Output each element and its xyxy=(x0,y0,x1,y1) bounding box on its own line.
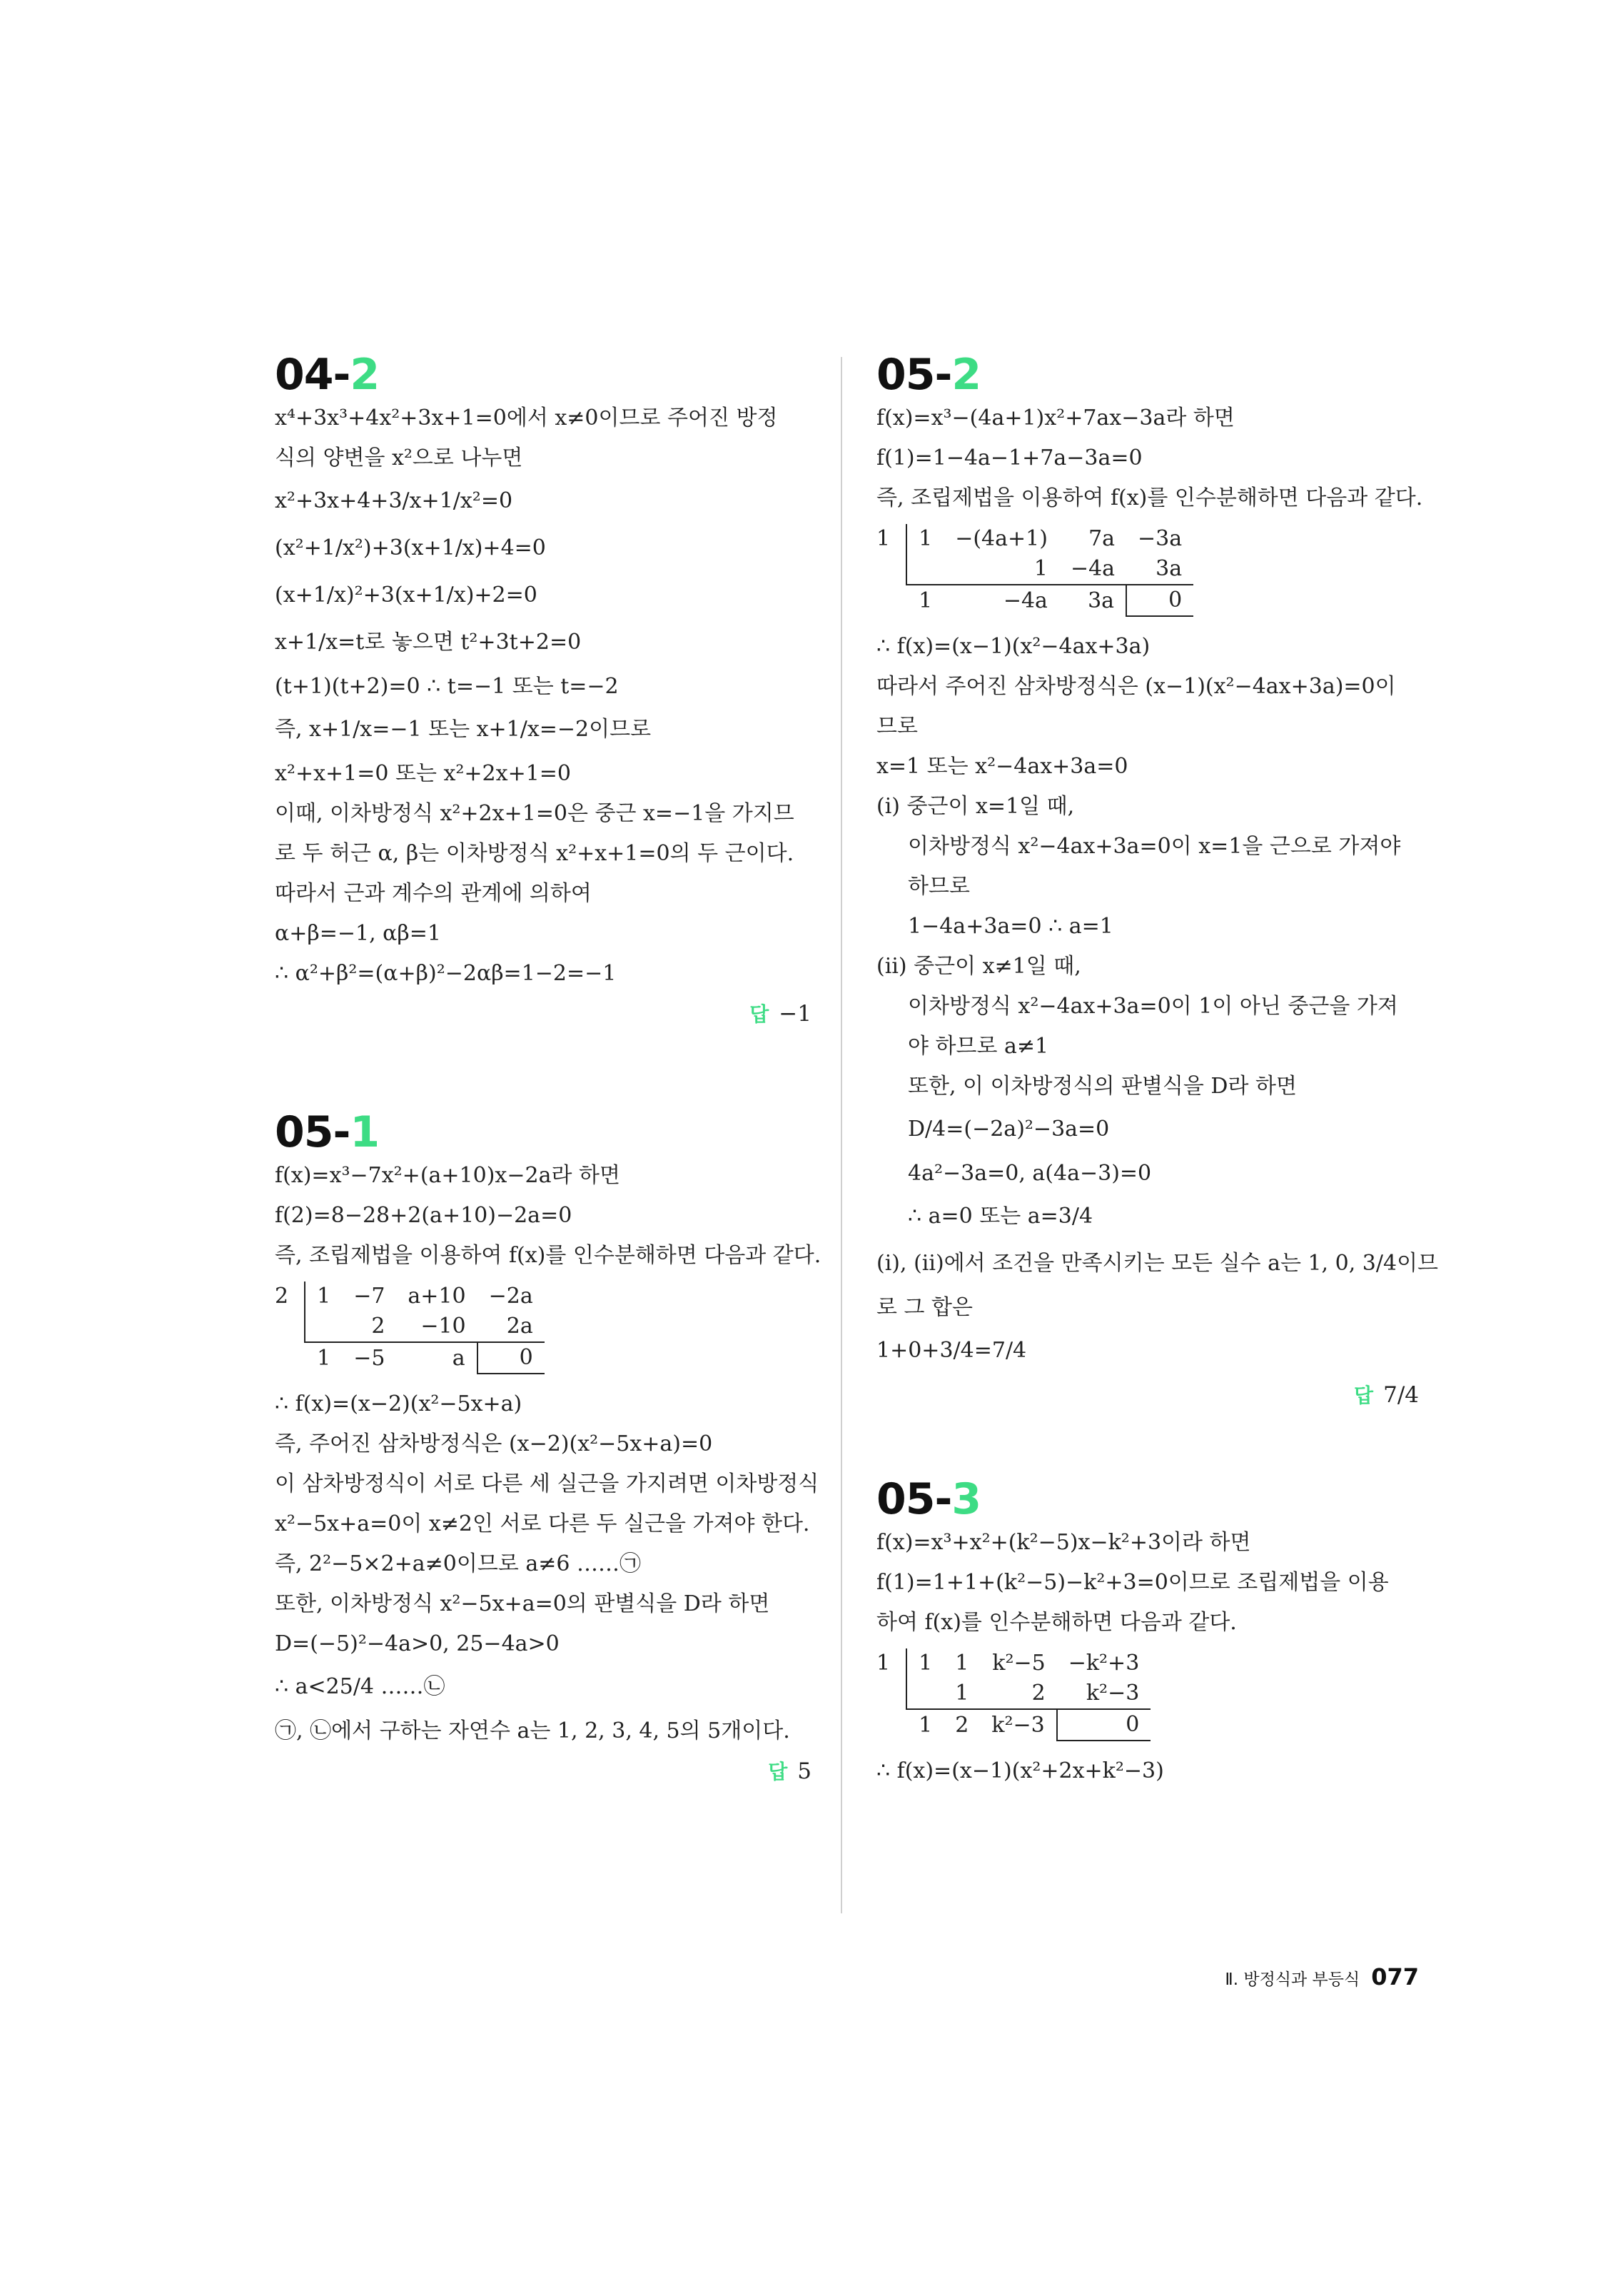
synthetic-division-table xyxy=(876,524,1193,617)
solution-line: f(1)=1+1+(k²−5)−k²+3=0이므로 조립제법을 이용 xyxy=(876,1570,1389,1595)
solution-line: 이때, 이차방정식 x²+2x+1=0은 중근 x=−1을 가지므 xyxy=(275,801,794,826)
synthetic-division xyxy=(876,524,1419,617)
heading-number: 05 xyxy=(275,1107,333,1157)
heading-number: 05 xyxy=(876,350,935,400)
left-column xyxy=(275,350,821,1786)
solution-line: 따라서 주어진 삼차방정식은 (x−1)(x²−4ax+3a)=0이 xyxy=(876,674,1396,699)
solution-line: 로 그 합은 xyxy=(876,1295,973,1320)
solution-line: f(x)=x³−7x²+(a+10)x−2a라 하면 xyxy=(275,1163,620,1188)
product-value: 2 xyxy=(371,1314,385,1339)
solution-line: 4a²−3a=0, a(4a−3)=0 xyxy=(908,1161,1152,1186)
right-column xyxy=(876,350,1439,1797)
solution-line: f(2)=8−28+2(a+10)−2a=0 xyxy=(275,1203,572,1228)
solution-line: 이 삼차방정식이 서로 다른 세 실근을 가지려면 이차방정식 xyxy=(275,1471,819,1496)
answer-label: 답 xyxy=(1354,1384,1374,1407)
heading-subnumber: 2 xyxy=(350,350,380,400)
solution-line: f(x)=x³−(4a+1)x²+7ax−3a라 하면 xyxy=(876,406,1235,430)
solution-line: 또한, 이차방정식 x²−5x+a=0의 판별식을 D라 하면 xyxy=(275,1591,770,1616)
solution-line: 즉, 조립제법을 이용하여 f(x)를 인수분해하면 다음과 같다. xyxy=(876,485,1423,510)
divisor-value: 1 xyxy=(876,526,891,551)
quotient-value: 1 xyxy=(906,1709,944,1741)
quotient-value: k²−3 xyxy=(980,1709,1056,1741)
synthetic-division xyxy=(275,1282,812,1374)
solution-line: x⁴+3x³+4x²+3x+1=0에서 x≠0이므로 주어진 방정 xyxy=(275,406,778,430)
solution-line: 즉, 주어진 삼차방정식은 (x−2)(x²−5x+a)=0 xyxy=(275,1431,713,1456)
problem-05-3 xyxy=(876,1474,1419,1786)
solution-line: 1+0+3/4=7/4 xyxy=(876,1338,1027,1363)
coefficient: 1 xyxy=(906,1648,944,1678)
solution-line: f(1)=1−4a−1+7a−3a=0 xyxy=(876,445,1143,470)
solution-line: 식의 양변을 x²으로 나누면 xyxy=(275,445,523,470)
solution-line: 즉, x+1/x=−1 또는 x+1/x=−2이므로 xyxy=(275,717,652,742)
quotient-value: 2 xyxy=(944,1709,980,1741)
solution-line: 하여 f(x)를 인수분해하면 다음과 같다. xyxy=(876,1610,1237,1635)
solution-line: x²−5x+a=0이 x≠2인 서로 다른 두 실근을 가져야 한다. xyxy=(275,1511,810,1536)
problem-04-2 xyxy=(275,350,812,1029)
heading-number: 04 xyxy=(275,350,333,400)
coefficient: −7 xyxy=(353,1284,385,1309)
coefficient: −2a xyxy=(488,1284,533,1309)
problem-heading: 05-1 xyxy=(275,1107,380,1157)
quotient-value: 3a xyxy=(1059,585,1126,616)
product-value: k²−3 xyxy=(1086,1681,1140,1706)
coefficient: 1 xyxy=(906,524,944,554)
solution-line: 므로 xyxy=(876,714,918,739)
product-value: 1 xyxy=(1033,556,1048,581)
remainder-value: 0 xyxy=(1057,1709,1151,1741)
solution-line: x²+x+1=0 또는 x²+2x+1=0 xyxy=(275,761,572,786)
product-value: 3a xyxy=(1156,556,1183,581)
answer-value: −1 xyxy=(779,1001,812,1027)
answer-label: 답 xyxy=(768,1760,788,1783)
product-value: −4a xyxy=(1070,556,1116,581)
solution-line: 이차방정식 x²−4ax+3a=0이 1이 아닌 중근을 가져 xyxy=(908,994,1398,1019)
solution-line: (x+1/x)²+3(x+1/x)+2=0 xyxy=(275,583,537,608)
case-heading: (ⅰ) 중근이 x=1일 때, xyxy=(876,794,1075,819)
page-number: 077 xyxy=(1371,1963,1419,1990)
answer xyxy=(275,1000,812,1029)
product-value: 1 xyxy=(955,1681,969,1706)
solution-line: x²+3x+4+3/x+1/x²=0 xyxy=(275,488,513,513)
coefficient: 7a xyxy=(1088,526,1116,551)
quotient-value: a xyxy=(396,1342,477,1374)
solution-line: (ⅰ), (ⅱ)에서 조건을 만족시키는 모든 실수 a는 1, 0, 3/4이므 xyxy=(876,1251,1439,1276)
quotient-value: −5 xyxy=(342,1342,396,1374)
solution-line: ∴ a<25/4 ……㉡ xyxy=(275,1674,445,1699)
remainder-value: 0 xyxy=(477,1342,545,1374)
solution-line: 이차방정식 x²−4ax+3a=0이 x=1을 근으로 가져야 xyxy=(908,834,1401,859)
product-value: 2a xyxy=(506,1314,533,1339)
solution-line: ∴ f(x)=(x−1)(x²+2x+k²−3) xyxy=(876,1758,1164,1783)
case-heading: (ⅱ) 중근이 x≠1일 때, xyxy=(876,954,1081,979)
solution-line: D=(−5)²−4a>0, 25−4a>0 xyxy=(275,1631,560,1656)
problem-heading: 04-2 xyxy=(275,350,380,400)
solution-line: (t+1)(t+2)=0 ∴ t=−1 또는 t=−2 xyxy=(275,674,619,699)
solution-line: ∴ a=0 또는 a=3/4 xyxy=(908,1204,1093,1229)
coefficient: −3a xyxy=(1138,526,1183,551)
solution-line: ∴ f(x)=(x−2)(x²−5x+a) xyxy=(275,1391,522,1416)
coefficient: k²−5 xyxy=(992,1651,1046,1676)
solution-line: 즉, 2²−5×2+a≠0이므로 a≠6 ……㉠ xyxy=(275,1551,641,1576)
coefficient: 1 xyxy=(955,1651,969,1676)
solution-line: α+β=−1, αβ=1 xyxy=(275,921,441,946)
heading-subnumber: 3 xyxy=(951,1474,981,1524)
product-value: −10 xyxy=(420,1314,466,1339)
solution-line: 1−4a+3a=0 ∴ a=1 xyxy=(908,914,1113,939)
synthetic-division xyxy=(876,1648,1419,1741)
solution-line: 또한, 이 이차방정식의 판별식을 D라 하면 xyxy=(908,1074,1297,1099)
heading-subnumber: 1 xyxy=(350,1107,380,1157)
solution-line: 따라서 근과 계수의 관계에 의하여 xyxy=(275,881,592,906)
solution-line: f(x)=x³+x²+(k²−5)x−k²+3이라 하면 xyxy=(876,1530,1251,1555)
solution-line: 야 하므로 a≠1 xyxy=(908,1034,1049,1059)
coefficient: a+10 xyxy=(408,1284,466,1309)
problem-heading: 05-3 xyxy=(876,1474,981,1524)
answer xyxy=(876,1381,1419,1410)
solution-line: D/4=(−2a)²−3a=0 xyxy=(908,1117,1110,1142)
problem-05-2 xyxy=(876,350,1439,1410)
heading-subnumber: 2 xyxy=(951,350,981,400)
product-value: 2 xyxy=(1031,1681,1046,1706)
solution-line: ∴ f(x)=(x−1)(x²−4ax+3a) xyxy=(876,634,1151,659)
coefficient: 1 xyxy=(305,1282,342,1311)
answer-value: 5 xyxy=(797,1758,812,1784)
heading-number: 05 xyxy=(876,1474,935,1524)
answer xyxy=(275,1757,812,1786)
divisor-value: 2 xyxy=(275,1284,289,1309)
synthetic-division-table xyxy=(876,1648,1151,1741)
coefficient: −k²+3 xyxy=(1068,1651,1140,1676)
quotient-value: 1 xyxy=(906,585,944,616)
solution-line: 즉, 조립제법을 이용하여 f(x)를 인수분해하면 다음과 같다. xyxy=(275,1243,821,1268)
solution-line: 로 두 허근 α, β는 이차방정식 x²+x+1=0의 두 근이다. xyxy=(275,841,794,866)
column-divider xyxy=(841,357,842,1913)
section-title: Ⅱ. 방정식과 부등식 xyxy=(1225,1970,1360,1989)
quotient-value: −4a xyxy=(944,585,1059,616)
answer-value: 7/4 xyxy=(1383,1382,1419,1408)
solution-line: (x²+1/x²)+3(x+1/x)+4=0 xyxy=(275,535,546,560)
coefficient: −(4a+1) xyxy=(955,526,1048,551)
divisor-value: 1 xyxy=(876,1651,891,1676)
solution-line: x+1/x=t로 놓으면 t²+3t+2=0 xyxy=(275,630,582,655)
solution-line: x=1 또는 x²−4ax+3a=0 xyxy=(876,754,1128,779)
problem-05-1 xyxy=(275,1107,821,1786)
solution-line: ㉠, ㉡에서 구하는 자연수 a는 1, 2, 3, 4, 5의 5개이다. xyxy=(275,1718,790,1743)
synthetic-division-table xyxy=(275,1282,545,1374)
page-footer xyxy=(1225,1963,1419,1990)
quotient-value: 1 xyxy=(305,1342,342,1374)
remainder-value: 0 xyxy=(1126,585,1193,616)
solution-line: ∴ α²+β²=(α+β)²−2αβ=1−2=−1 xyxy=(275,961,617,986)
answer-label: 답 xyxy=(749,1002,769,1026)
problem-heading: 05-2 xyxy=(876,350,981,400)
solution-line: 하므로 xyxy=(908,874,970,899)
